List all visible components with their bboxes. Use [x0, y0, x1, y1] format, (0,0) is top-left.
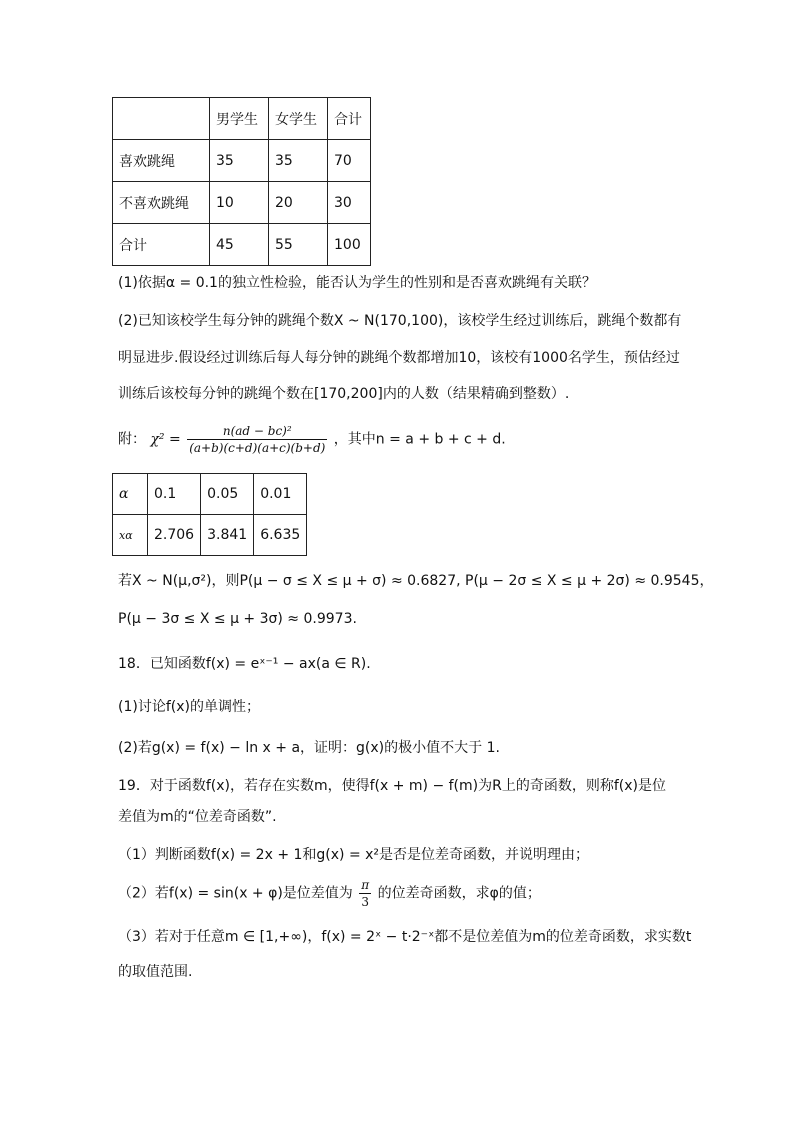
table-cell: 女学生 [269, 98, 328, 140]
table-row [113, 140, 371, 182]
q17-part2-line1: (2)已知该校学生每分钟的跳绳个数X ~ N(170,100)，该校学生经过训练后，跳绳个数都有 [118, 313, 682, 329]
appendix-label: 附： [118, 431, 146, 448]
table-cell: 喜欢跳绳 [113, 140, 210, 182]
pi-over-3-fraction [359, 878, 371, 909]
critical-value-table [112, 473, 307, 556]
chi-lhs: χ² = [150, 431, 181, 448]
table-row [113, 515, 307, 556]
table-cell: 男学生 [210, 98, 269, 140]
table-row [113, 474, 307, 515]
table-cell: 45 [210, 224, 269, 266]
table-row [113, 182, 371, 224]
table-cell: α [113, 474, 148, 515]
table-cell: 0.1 [148, 474, 201, 515]
contingency-table [112, 97, 371, 266]
q18-part1: (1)讨论f(x)的单调性； [118, 699, 260, 715]
table-cell: 35 [269, 140, 328, 182]
chi-denominator: (a+b)(c+d)(a+c)(b+d) [189, 441, 326, 455]
normal-line2: P(μ − 3σ ≤ X ≤ μ + 3σ) ≈ 0.9973. [118, 611, 357, 627]
q19-part2 [118, 878, 541, 909]
q19-part3-line2: 的取值范围. [118, 964, 193, 980]
table-cell: 20 [269, 182, 328, 224]
table-cell: 6.635 [254, 515, 307, 556]
chi-tail: ，其中n = a + b + c + d. [333, 431, 506, 448]
normal-line1: 若X ~ N(μ,σ²)，则P(μ − σ ≤ X ≤ μ + σ) ≈ 0.6827, P(μ − 2σ ≤ X ≤ μ + 2σ) ≈ 0.9545， [118, 573, 714, 589]
table-cell: 10 [210, 182, 269, 224]
table-cell: 2.706 [148, 515, 201, 556]
q19-part3: （3）若对于任意m ∈ [1,+∞)，f(x) = 2ˣ − t·2⁻ˣ都不是位差值为m的位差奇函数，求实数t [118, 929, 692, 945]
q17-part1: (1)依据α = 0.1的独立性检验，能否认为学生的性别和是否喜欢跳绳有关联？ [118, 275, 596, 291]
table-cell: 35 [210, 140, 269, 182]
chi-fraction [187, 424, 327, 455]
table-cell: 55 [269, 224, 328, 266]
table-cell: 0.01 [254, 474, 307, 515]
table-cell: 100 [328, 224, 371, 266]
table-cell: 0.05 [201, 474, 254, 515]
table-cell: xα [113, 515, 148, 556]
table-cell: 合计 [328, 98, 371, 140]
q19-part1: （1）判断函数f(x) = 2x + 1和g(x) = x²是否是位差奇函数，并说明理由； [118, 847, 590, 863]
q19-line2: 差值为m的“位差奇函数”. [118, 809, 277, 825]
table-cell: 30 [328, 182, 371, 224]
fraction-numerator: π [361, 878, 370, 892]
table-row [113, 224, 371, 266]
q18-title: 18．已知函数f(x) = eˣ⁻¹ − ax(a ∈ R). [118, 656, 371, 672]
table-cell: 3.841 [201, 515, 254, 556]
q19-line1: 19．对于函数f(x)，若存在实数m，使得f(x + m) − f(m)为R上的奇函数，则称f(x)是位 [118, 778, 666, 794]
chi-square-formula [118, 424, 506, 455]
table-cell: 不喜欢跳绳 [113, 182, 210, 224]
q17-part2-line2: 明显进步.假设经过训练后每人每分钟的跳绳个数都增加10，该校有1000名学生，预估经过 [118, 350, 680, 366]
q18-part2: (2)若g(x) = f(x) − ln x + a，证明：g(x)的极小值不大于 1. [118, 740, 500, 756]
q19-part2-post: 的位差奇函数，求φ的值； [377, 885, 541, 902]
table-cell: 合计 [113, 224, 210, 266]
table-row [113, 98, 371, 140]
table-cell [113, 98, 210, 140]
chi-numerator: n(ad − bc)² [187, 424, 327, 440]
table-cell: 70 [328, 140, 371, 182]
q19-part2-pre: （2）若f(x) = sin(x + φ)是位差值为 [118, 885, 353, 902]
fraction-denominator: 3 [361, 895, 370, 909]
q17-part2-line3: 训练后该校每分钟的跳绳个数在[170,200]内的人数（结果精确到整数）. [118, 386, 570, 402]
